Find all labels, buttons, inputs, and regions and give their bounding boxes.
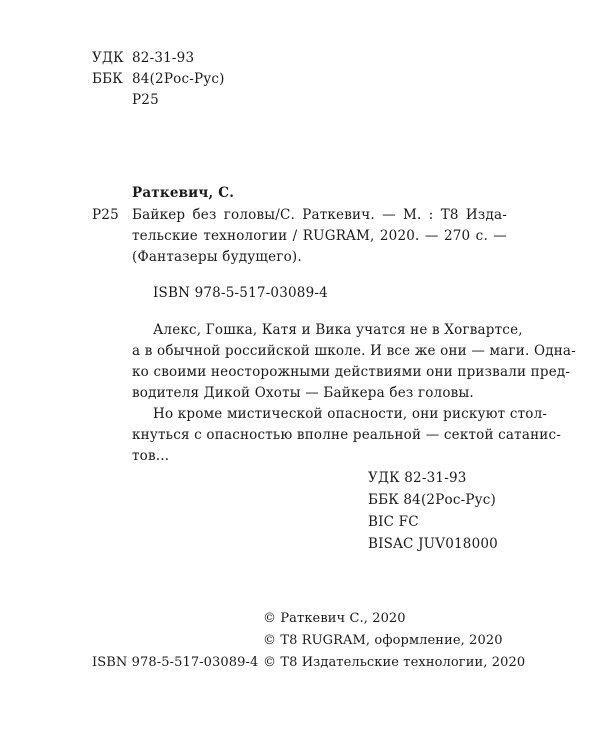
top-classification <box>92 48 225 111</box>
bibliographic-description <box>132 205 507 268</box>
annotation <box>132 320 576 467</box>
annotation-line: Алекс, Гошка, Катя и Вика учатся не в Хогвартсе, <box>153 322 523 338</box>
footer-isbn: ISBN 978-5-517-03089-4 <box>92 655 259 670</box>
annotation-line: а в обычной российской школе. И все же они — маги. Одна- <box>132 343 576 359</box>
classification-line: BIC FC <box>368 514 419 530</box>
classification-line: ББК 84(2Рос-Рус) <box>368 492 497 508</box>
description-line: Байкер без головы/С. Раткевич. — М. : Т8 Изда- <box>132 207 507 223</box>
top-author-mark: Р25 <box>132 92 159 108</box>
annotation-line: ко своими неосторожными действиями они призвали пред- <box>132 364 571 380</box>
description-line: (Фантазеры будущего). <box>132 249 302 265</box>
record-author-mark: Р25 <box>92 207 119 223</box>
classification-line: УДК 82-31-93 <box>368 470 467 486</box>
copyright-line: © Раткевич С., 2020 <box>263 611 406 626</box>
record-isbn: ISBN 978-5-517-03089-4 <box>153 285 328 301</box>
author-heading: Раткевич, С. <box>132 185 235 201</box>
copyright-block <box>263 609 525 675</box>
annotation-line: Но кроме мистической опасности, они рискуют стол- <box>153 406 548 422</box>
bbk-row <box>92 69 225 90</box>
udk-value: 82-31-93 <box>132 50 195 66</box>
annotation-line: водителя Дикой Охоты — Байкера без головы. <box>132 385 474 401</box>
description-line: тельские технологии / RUGRAM, 2020. — 270 с. — <box>132 228 507 244</box>
bbk-value: 84(2Рос-Рус) <box>132 71 225 87</box>
udk-label: УДК <box>92 50 124 66</box>
udk-row <box>92 48 225 69</box>
copyright-line: © Т8 RUGRAM, оформление, 2020 <box>263 633 503 648</box>
annotation-line: тов... <box>132 448 170 464</box>
annotation-line: кнуться с опасностью вполне реальной — сектой сатанис- <box>132 427 562 443</box>
copyright-line: © Т8 Издательские технологии, 2020 <box>263 655 526 670</box>
classification-line: BISAC JUV018000 <box>368 536 498 552</box>
author-mark-row <box>92 90 225 111</box>
classification-block <box>368 468 498 556</box>
bbk-label: ББК <box>92 71 123 87</box>
